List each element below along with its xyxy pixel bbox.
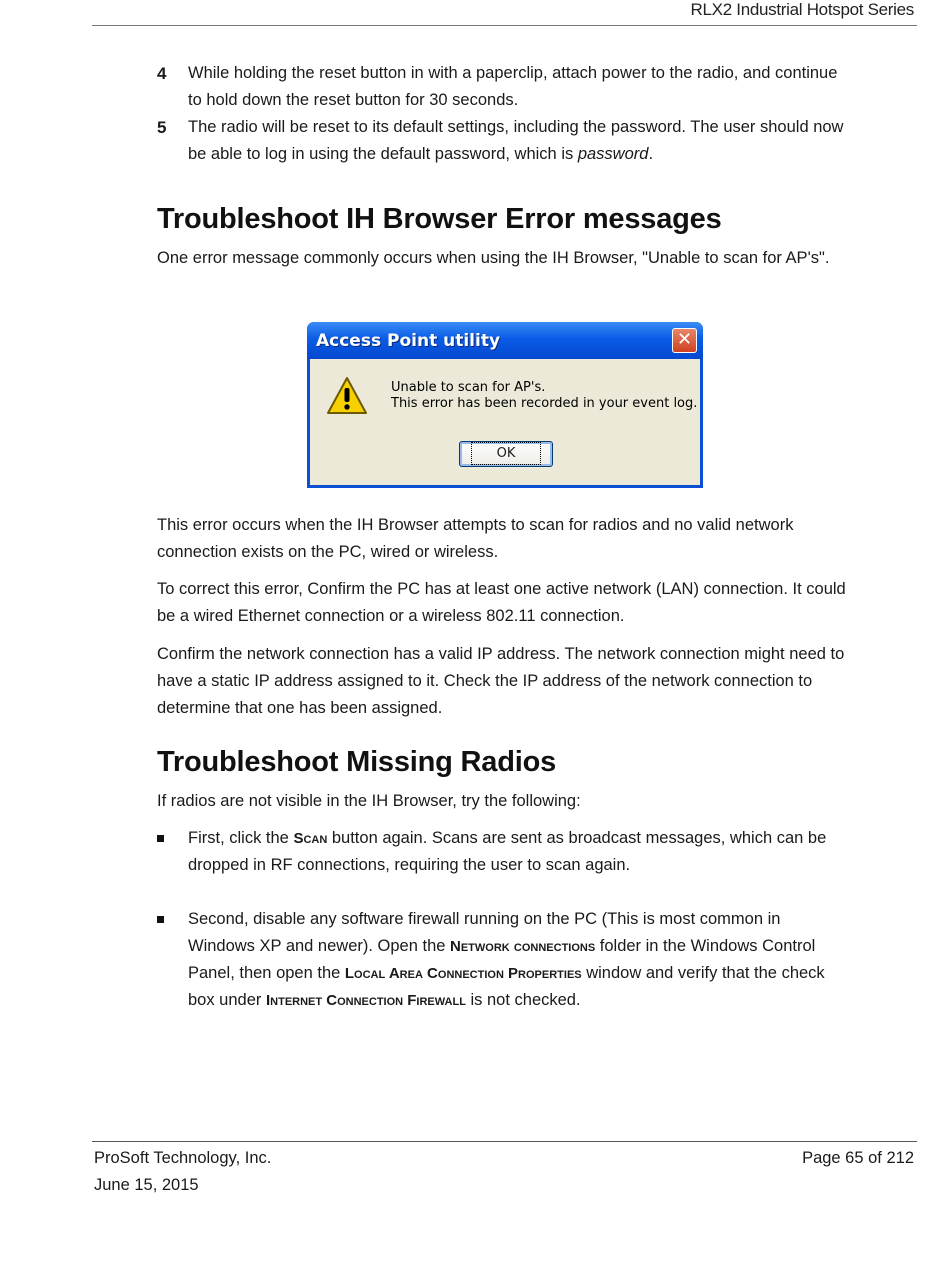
- text-part: First, click the: [188, 829, 294, 847]
- step-5: [157, 114, 847, 168]
- bullet-marker: [157, 835, 164, 842]
- dialog-title: Access Point utility: [316, 331, 501, 351]
- dialog-message-line2: This error has been recorded in your event log.: [391, 396, 698, 411]
- bullet-marker: [157, 916, 164, 923]
- step-4: [157, 60, 847, 114]
- step-text-part: The radio will be reset to its default settings, including the password. The user should now be able to log in using the default password, which is: [188, 118, 844, 163]
- error-fix-paragraph: To correct this error, Confirm the PC has at least one active network (LAN) connection. It could be a wired Ethernet connection or a wireless 802.11 connection.: [157, 580, 846, 625]
- page-number: Page 65 of 212: [802, 1149, 914, 1167]
- text-part: Second, disable any software firewall running on the PC (This is most common in Windows XP and newer). Open the: [188, 910, 781, 955]
- text-part: folder in the Windows Control Panel, then open the: [188, 937, 816, 982]
- list-item: [157, 825, 847, 879]
- step-text-part: .: [648, 145, 654, 163]
- list-item-text: [188, 906, 847, 1014]
- step-number: 4: [157, 64, 167, 83]
- step-text: While holding the reset button in with a paperclip, attach power to the radio, and continue to hold down the reset button for 30 seconds.: [188, 64, 838, 109]
- step-text: [188, 114, 847, 168]
- text-part: is not checked.: [465, 991, 581, 1009]
- list-item: [157, 906, 847, 1014]
- footer-rule: [92, 1141, 917, 1142]
- page-header-title: RLX2 Industrial Hotspot Series: [690, 0, 914, 19]
- ok-button[interactable]: [459, 441, 553, 467]
- step-number: 5: [157, 118, 167, 137]
- default-password-text: password: [577, 145, 649, 163]
- ok-button-label: OK: [475, 446, 538, 461]
- firewall-reference: Internet Connection Firewall: [265, 992, 466, 1009]
- section-intro: If radios are not visible in the IH Browser, try the following:: [157, 792, 581, 810]
- dialog-message-line1: Unable to scan for AP's.: [391, 380, 546, 395]
- access-point-error-dialog: [307, 322, 703, 488]
- footer-left: [94, 1145, 271, 1199]
- section-intro: One error message commonly occurs when using the IH Browser, "Unable to scan for AP's".: [157, 249, 830, 267]
- ip-address-paragraph: Confirm the network connection has a valid IP address. The network connection might need to have a static IP address assigned to it. Check the IP address of the network connection to determine that one has been assigned.: [157, 645, 845, 717]
- lan-properties-reference: Local Area Connection Properties: [344, 965, 582, 982]
- network-connections-reference: Network connections: [450, 938, 596, 955]
- section-heading-missing-radios: Troubleshoot Missing Radios: [157, 746, 557, 778]
- list-item-text: [188, 825, 847, 879]
- footer-date: June 15, 2015: [94, 1176, 199, 1194]
- close-icon[interactable]: ✕: [672, 328, 697, 353]
- text-part: button again. Scans are sent as broadcast messages, which can be dropped in RF connections, requiring the user to scan again.: [188, 829, 827, 874]
- dialog-titlebar: [307, 322, 703, 359]
- dialog-message: [391, 380, 697, 412]
- dialog-body: [310, 359, 700, 485]
- footer-company: ProSoft Technology, Inc.: [94, 1149, 272, 1167]
- warning-icon: [326, 376, 368, 416]
- scan-button-reference: Scan: [293, 830, 328, 847]
- header-rule: [92, 25, 917, 26]
- error-cause-paragraph: This error occurs when the IH Browser attempts to scan for radios and no valid network connection exists on the PC, wired or wireless.: [157, 516, 794, 561]
- text-part: window and verify that the check box under: [188, 964, 825, 1009]
- section-heading-error-messages: Troubleshoot IH Browser Error messages: [157, 203, 722, 235]
